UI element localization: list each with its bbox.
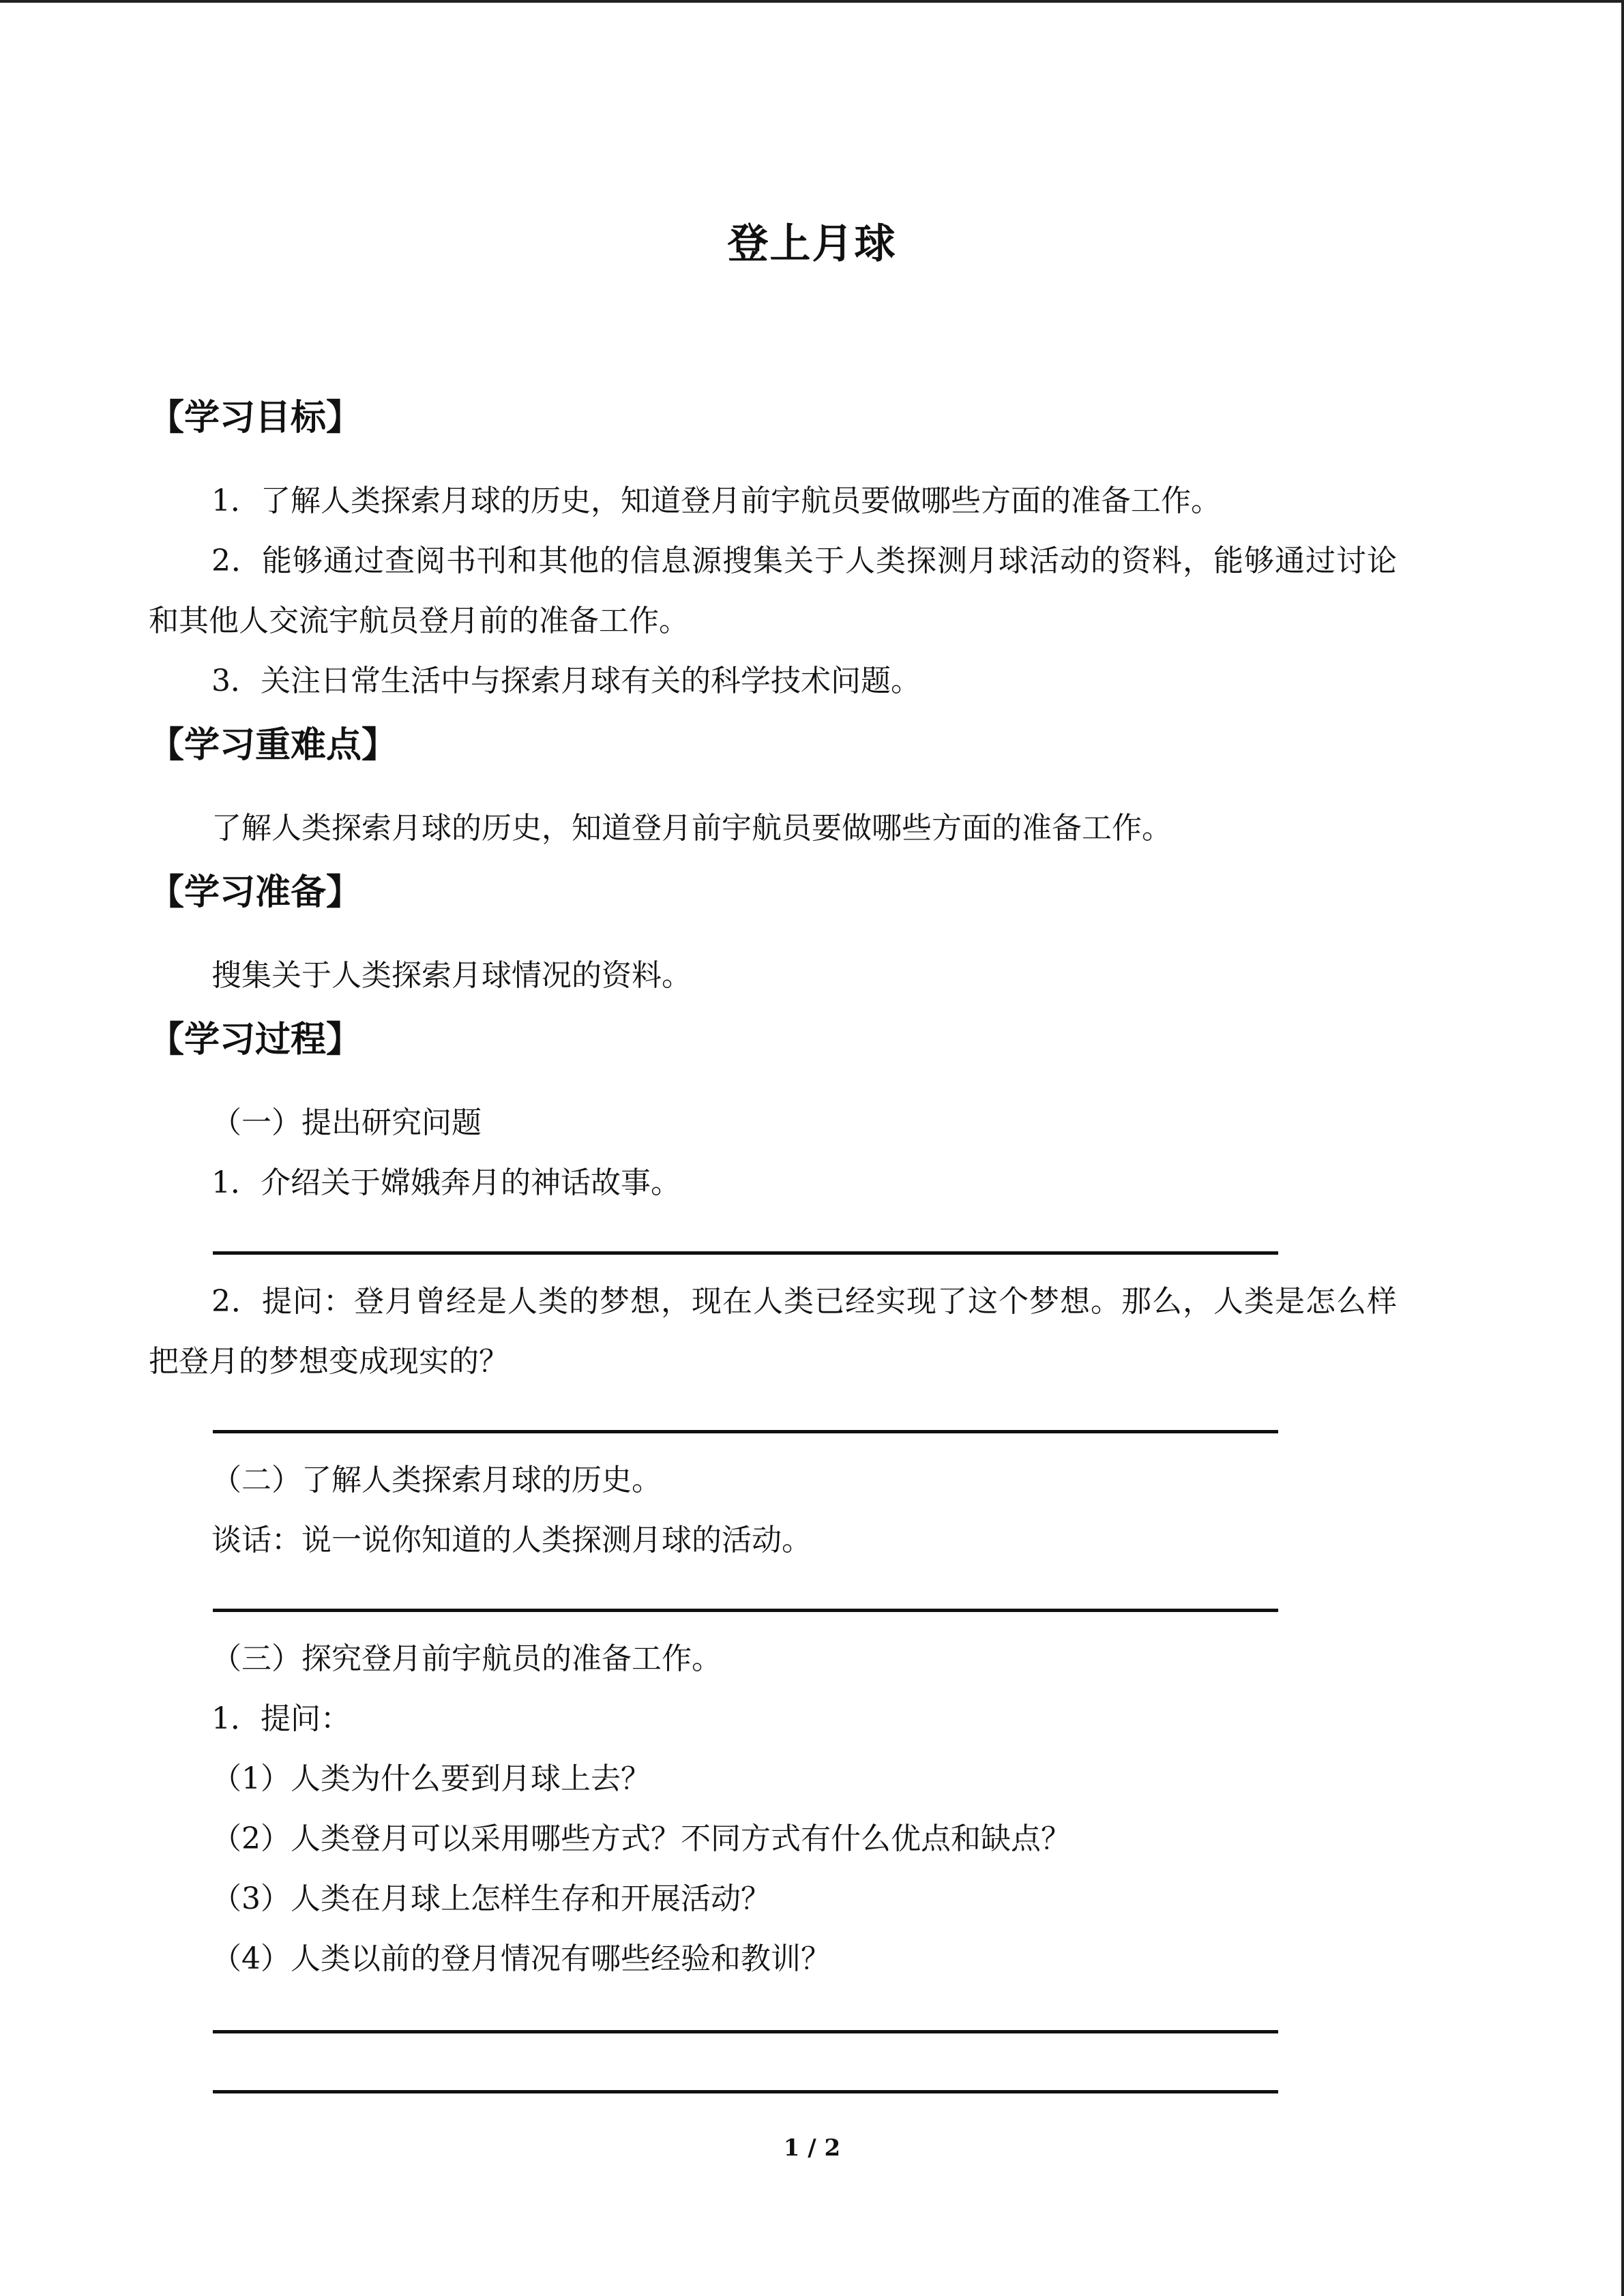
page-top-border [0,0,1624,3]
key-points-text: 了解人类探索月球的历史，知道登月前宇航员要做哪些方面的准备工作。 [211,811,1172,846]
heading-process: 【学习过程】 [149,1019,362,1060]
page-right-border [1621,0,1624,2296]
document-title: 登上月球 [727,220,897,268]
answer-line-2 [213,1430,1278,1433]
process-part-3-sub-2: （2）人类登月可以采用哪些方式？不同方式有什么优点和缺点？ [211,1821,1071,1856]
process-part-2-talk: 谈话：说一说你知道的人类探测月球的活动。 [211,1523,812,1557]
heading-key-points: 【学习重难点】 [149,725,398,766]
process-part-3-title: （三）探究登月前宇航员的准备工作。 [211,1641,722,1676]
goal-item-3: 3．关注日常生活中与探索月球有关的科学技术问题。 [211,664,921,698]
goal-item-2-line-1: 2．能够通过查阅书刊和其他的信息源搜集关于人类探测月球活动的资料，能够通过讨论 [211,543,1398,578]
process-part-3-sub-4: （4）人类以前的登月情况有哪些经验和教训？ [211,1941,831,1976]
process-part-1-question-2-line-1: 2．提问：登月曾经是人类的梦想，现在人类已经实现了这个梦想。那么，人类是怎么样 [211,1284,1398,1319]
answer-line-1 [213,1251,1278,1255]
process-part-1-title: （一）提出研究问题 [211,1105,482,1140]
page-number: 1 / 2 [783,2134,841,2162]
heading-learning-goals: 【学习目标】 [149,398,362,438]
answer-line-4 [213,2030,1278,2033]
answer-line-5 [213,2090,1278,2093]
process-part-3-question: 1．提问： [211,1701,351,1736]
process-part-3-sub-3: （3）人类在月球上怎样生存和开展活动？ [211,1881,771,1916]
answer-line-3 [213,1609,1278,1612]
goal-item-2-line-2: 和其他人交流宇航员登月前的准备工作。 [149,603,689,638]
process-part-2-title: （二）了解人类探索月球的历史。 [211,1463,662,1497]
process-part-3-sub-1: （1）人类为什么要到月球上去？ [211,1761,651,1796]
heading-preparation: 【学习准备】 [149,872,362,913]
process-part-1-question-2-line-2: 把登月的梦想变成现实的？ [149,1344,509,1379]
process-part-1-question-1: 1．介绍关于嫦娥奔月的神话故事。 [211,1165,681,1200]
preparation-text: 搜集关于人类探索月球情况的资料。 [211,958,692,993]
goal-item-1: 1．了解人类探索月球的历史，知道登月前宇航员要做哪些方面的准备工作。 [211,483,1221,518]
